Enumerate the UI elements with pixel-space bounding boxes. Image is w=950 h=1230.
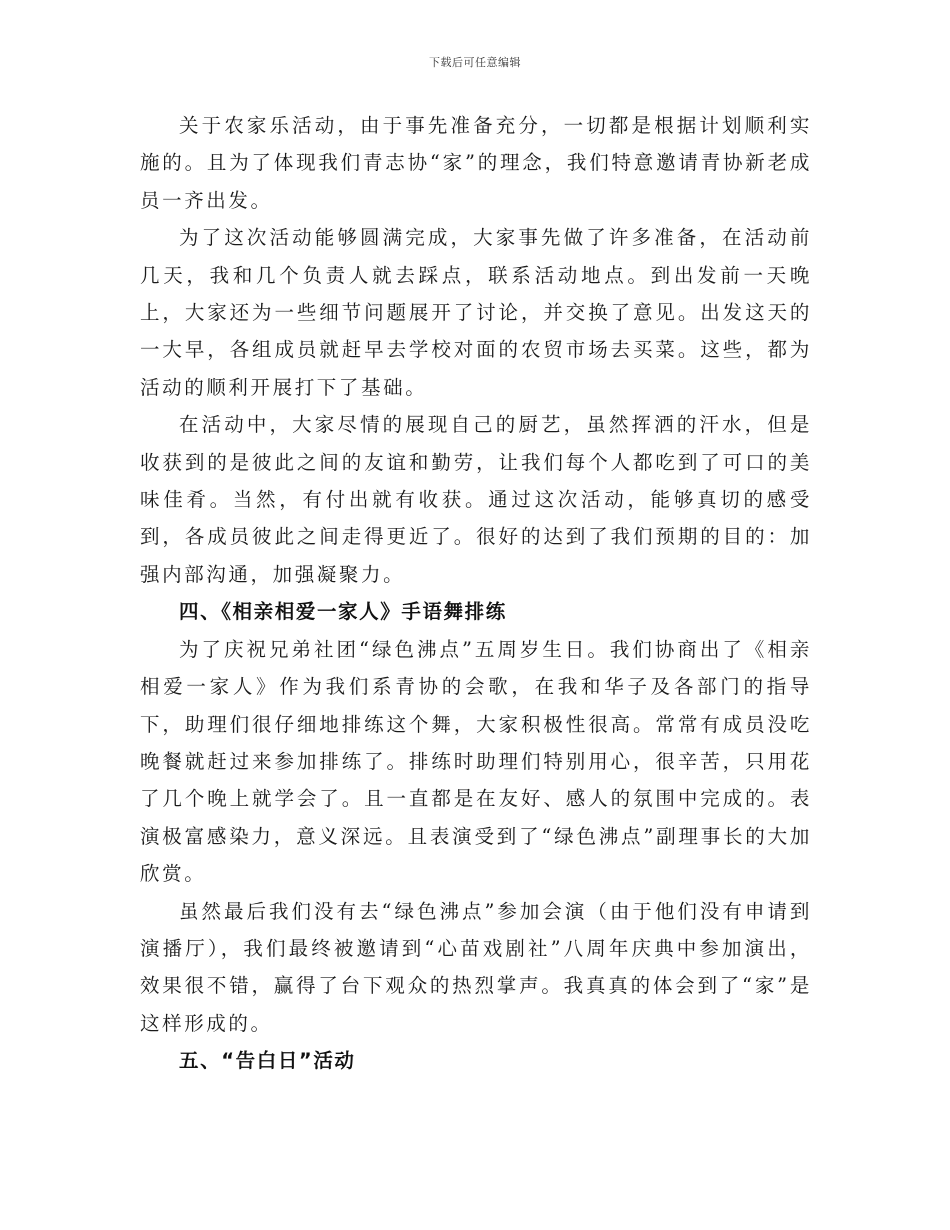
section-heading-5: 五、“告白日”活动 [179,1049,356,1073]
section-heading-4: 四、《相亲相爱一家人》手语舞排练 [179,600,507,624]
paragraph-sign-dance-rehearsal: 为了庆祝兄弟社团“绿色沸点”五周岁生日。我们协商出了《相亲相爱一家人》作为我们系青协的会歌，在我和华子及各部门的指导下，助理们很仔细地排练这个舞，大家积极性很高。常常有成员没吃晚餐就赶过来参加排练了。排练时助理们特别用心，很辛苦，只用花了几个晚上就学会了。且一直都是在友好、感人的氛围中完成的。表演极富感染力，意义深远。且表演受到了“绿色沸点”副理事长的大加欣赏。 [140,637,812,886]
paragraph-sign-dance-performance: 虽然最后我们没有去“绿色沸点”参加会演（由于他们没有申请到演播厅），我们最终被邀请到“心苗戏剧社”八周年庆典中参加演出，效果很不错，赢得了台下观众的热烈掌声。我真真的体会到了“家”是这样形成的。 [140,899,812,1035]
paragraph-farm-activity-intro: 关于农家乐活动，由于事先准备充分，一切都是根据计划顺利实施的。且为了体现我们青志协“家”的理念，我们特意邀请青协新老成员一齐出发。 [140,114,812,212]
document-body [140,107,812,1080]
page-header-note: 下载后可任意编辑 [429,56,521,69]
paragraph-farm-activity-preparation: 为了这次活动能够圆满完成，大家事先做了许多准备，在活动前几天，我和几个负责人就去踩点，联系活动地点。到出发前一天晚上，大家还为一些细节问题展开了讨论，并交换了意见。出发这天的一大早，各组成员就赶早去学校对面的农贸市场去买菜。这些，都为活动的顺利开展打下了基础。 [140,226,812,399]
paragraph-farm-activity-outcome: 在活动中，大家尽情的展现自己的厨艺，虽然挥洒的汗水，但是收获到的是彼此之间的友谊和勤劳，让我们每个人都吃到了可口的美味佳肴。当然，有付出就有收获。通过这次活动，能够真切的感受到，各成员彼此之间走得更近了。很好的达到了我们预期的目的：加强内部沟通，加强凝聚力。 [140,413,812,586]
